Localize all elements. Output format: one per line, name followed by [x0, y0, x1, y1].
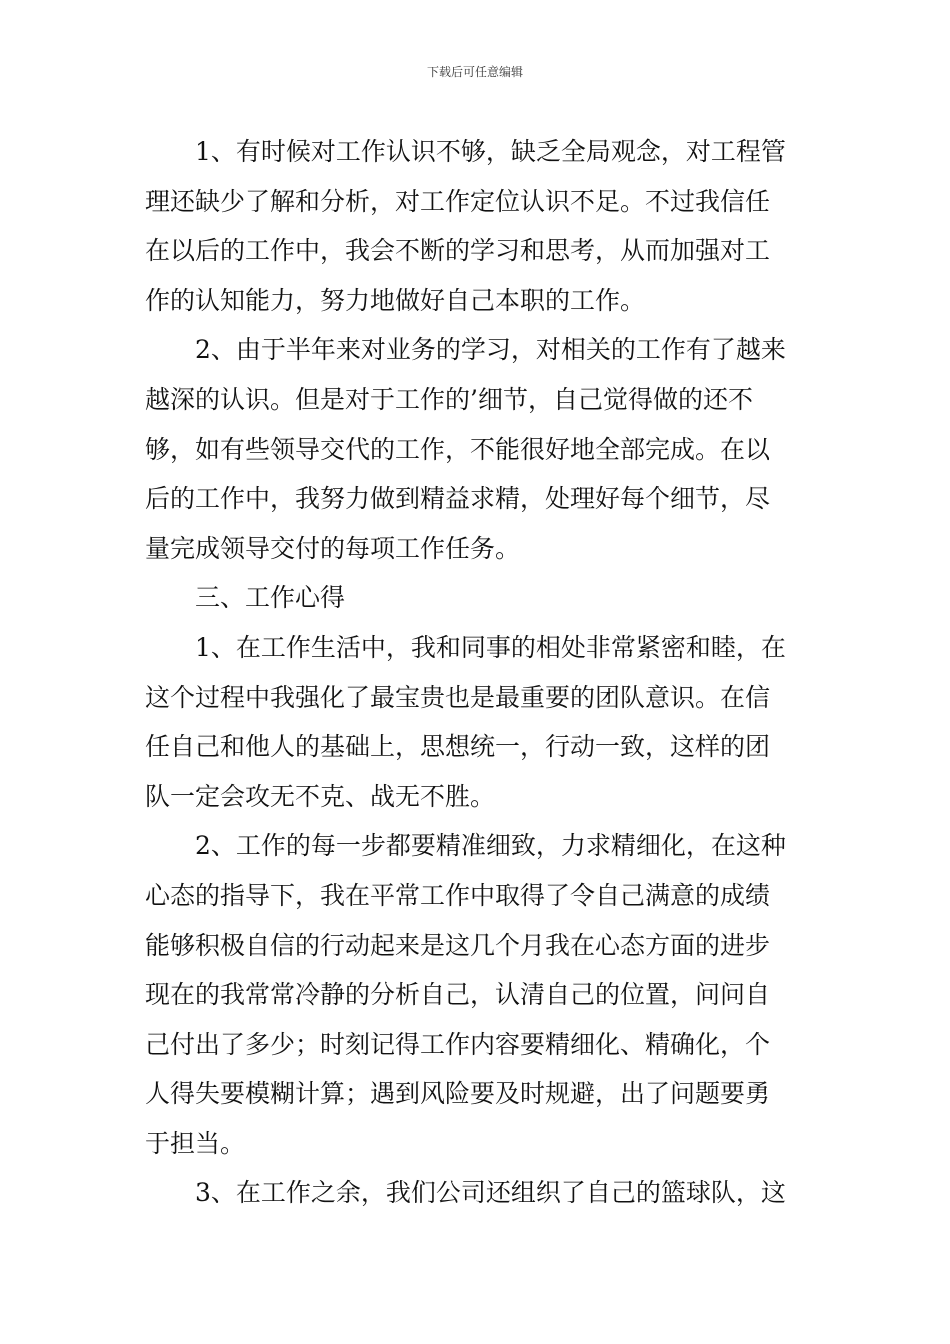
text-line: 在以后的工作中，我会不断的学习和思考，从而加强对工: [145, 236, 771, 266]
text-line: 任自己和他人的基础上，思想统一，行动一致，这样的团: [145, 732, 771, 762]
text-line: 量完成领导交付的每项工作任务。: [145, 533, 521, 563]
text-line: 理还缺少了解和分析，对工作定位认识不足。不过我信任: [145, 186, 771, 216]
text-line: 队一定会攻无不克、战无不胜。: [145, 781, 496, 811]
paragraph-2: [145, 325, 810, 573]
text-line: 够，如有些领导交代的工作，不能很好地全部完成。在以: [145, 434, 771, 464]
paragraph-3: [145, 623, 810, 821]
text-line: 这个过程中我强化了最宝贵也是最重要的团队意识。在信: [145, 682, 771, 712]
text-line: 2、由于半年来对业务的学习，对相关的工作有了越来: [195, 335, 786, 365]
section-heading-text: 三、工作心得: [195, 583, 346, 613]
section-heading: [145, 573, 810, 623]
text-line: 1、在工作生活中，我和同事的相处非常紧密和睦，在: [195, 632, 786, 662]
page-header-note: 下载后可任意编辑: [426, 65, 523, 79]
paragraph-1: [145, 127, 810, 325]
text-line: 心态的指导下，我在平常工作中取得了令自己满意的成绩: [145, 880, 771, 910]
text-line: 能够积极自信的行动起来是这几个月我在心态方面的进步: [145, 930, 771, 960]
document-body: [145, 127, 810, 1218]
text-line: 后的工作中，我努力做到精益求精，处理好每个细节，尽: [145, 484, 771, 514]
paragraph-4: [145, 821, 810, 1168]
text-line: 人得失要模糊计算；遇到风险要及时规避，出了问题要勇: [145, 1079, 771, 1109]
text-line: 2、工作的每一步都要精准细致，力求精细化，在这种: [195, 831, 786, 861]
text-line: 3、在工作之余，我们公司还组织了自己的篮球队，这: [195, 1178, 786, 1208]
text-line: 于担当。: [145, 1128, 246, 1158]
paragraph-5: [145, 1168, 810, 1218]
text-line: 1、有时候对工作认识不够，缺乏全局观念，对工程管: [195, 137, 786, 166]
text-line: 越深的认识。但是对于工作的’细节，自己觉得做的还不: [145, 384, 753, 414]
text-line: 现在的我常常冷静的分析自己，认清自己的位置，问问自: [145, 980, 771, 1010]
text-line: 作的认知能力，努力地做好自己本职的工作。: [145, 285, 646, 315]
text-line: 己付出了多少；时刻记得工作内容要精细化、精确化，个: [145, 1029, 771, 1059]
